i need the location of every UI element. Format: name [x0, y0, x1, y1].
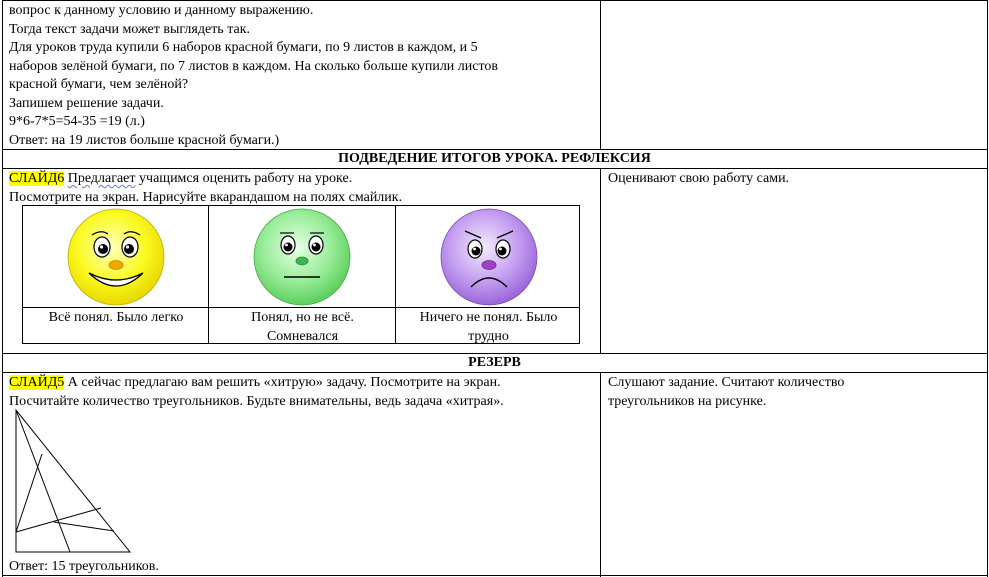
inner-segment: [16, 410, 70, 552]
text-line: наборов зелёной бумаги, по 7 листов в каждом. На сколько больше купили листов: [9, 58, 499, 74]
student-activity-line: треугольников на рисунке.: [608, 393, 767, 409]
smiley-caption-happy: [23, 309, 209, 328]
student-activity-line: Слушают задание. Считают количество: [608, 375, 845, 390]
reflection-student-activity: [608, 170, 789, 189]
neutral-smiley-icon: [251, 207, 353, 307]
smiley-table: [22, 205, 580, 344]
inner-segment: [16, 508, 101, 532]
reserve-line-2: Посчитайте количество треугольников. Будьте внимательны, ведь задача «хитрая».: [9, 393, 504, 409]
student-activity-text: Оценивают свою работу сами.: [608, 171, 790, 186]
table-top-border: [2, 0, 988, 1]
column-divider: [600, 372, 601, 577]
table-right-border: [987, 0, 988, 577]
triangles-figure: [10, 408, 135, 556]
caption-line: Ничего не понял. Было: [419, 310, 558, 325]
column-divider: [600, 0, 601, 149]
caption-line: Всё понял. Было легко: [48, 310, 184, 325]
sad-smiley-icon: [438, 207, 540, 307]
smiley-caption-sad: [396, 309, 581, 346]
text-line: Запишем решение задачи.: [9, 95, 164, 111]
happy-smiley-icon: [65, 207, 167, 307]
smiley-table-row-divider: [23, 307, 579, 308]
reflection-text: [9, 170, 402, 207]
text-line: вопрос к данному условию и данному выражению.: [9, 3, 314, 18]
column-divider: [600, 168, 601, 353]
reflection-header: ПОДВЕДЕНИЕ ИТОГОВ УРОКА. РЕФЛЕКСИЯ: [338, 151, 651, 166]
table-left-border: [2, 0, 3, 577]
task-text-block: [9, 2, 498, 150]
smiley-caption-neutral: [209, 309, 396, 346]
text-line: Ответ: на 19 листов больше красной бумаги.): [9, 132, 280, 148]
answer-text: Ответ: 15 треугольников.: [9, 559, 159, 574]
reserve-text: [9, 374, 504, 411]
spellcheck-word: Предлагает: [67, 171, 136, 186]
reserve-line-1-rest: А сейчас предлагаю вам решить «хитрую» задачу. Посмотрите на экран.: [64, 375, 501, 390]
reserve-header: РЕЗЕРВ: [468, 355, 521, 370]
slide-label: СЛАЙД6: [9, 171, 65, 186]
text-line: красной бумаги, чем зелёной?: [9, 77, 189, 92]
row-divider: [2, 168, 988, 169]
caption-line: Сомневался: [266, 328, 339, 344]
reserve-line-1: [9, 374, 504, 393]
caption-line: трудно: [468, 328, 509, 344]
inner-segment: [54, 522, 114, 531]
text-line: Тогда текст задачи может выглядеть так.: [9, 21, 251, 37]
text-line: 9*6-7*5=54-35 =19 (л.): [9, 114, 145, 129]
caption-line: Понял, но не всё.: [251, 310, 354, 325]
text-line: Для уроков труда купили 6 наборов красной бумаги, по 9 листов в каждом, и 5: [9, 40, 478, 55]
reserve-answer: [9, 558, 159, 577]
reserve-student-activity: [608, 374, 844, 411]
row-divider: [2, 372, 988, 373]
reflection-line-1: [9, 170, 402, 189]
slide-label: СЛАЙД5: [9, 375, 65, 390]
inner-segment: [16, 454, 42, 532]
reflection-line-2: Посмотрите на экран. Нарисуйте вкарандашом на полях смайлик.: [9, 189, 403, 205]
reflection-line-1-rest: учащимся оценить работу на уроке.: [135, 171, 353, 186]
